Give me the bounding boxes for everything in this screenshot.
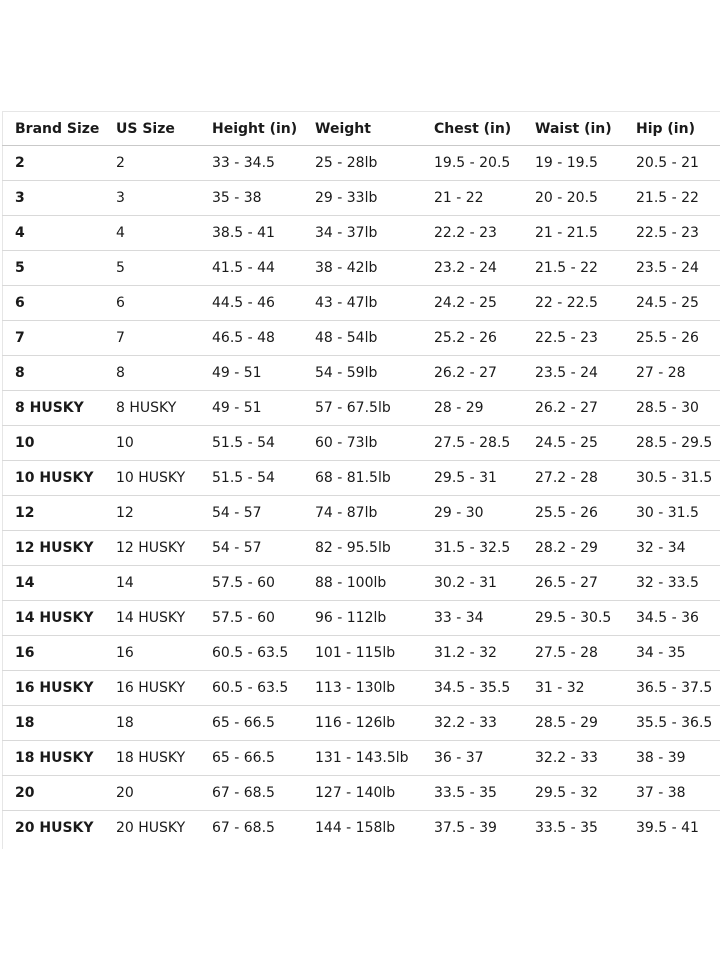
hip-cell: 39.5 - 41 bbox=[623, 811, 720, 846]
weight-cell: 25 - 28lb bbox=[302, 146, 421, 181]
chest-cell: 25.2 - 26 bbox=[421, 321, 522, 356]
height-cell: 35 - 38 bbox=[199, 181, 302, 216]
waist-cell: 27.5 - 28 bbox=[522, 636, 623, 671]
weight-cell: 74 - 87lb bbox=[302, 496, 421, 531]
chest-header: Chest (in) bbox=[421, 112, 522, 146]
chest-cell: 22.2 - 23 bbox=[421, 216, 522, 251]
us-size-cell: 8 bbox=[103, 356, 199, 391]
us-size-cell: 14 bbox=[103, 566, 199, 601]
height-cell: 38.5 - 41 bbox=[199, 216, 302, 251]
brand-size-cell: 8 HUSKY bbox=[2, 391, 103, 426]
table-row bbox=[2, 251, 720, 286]
brand-size-cell: 5 bbox=[2, 251, 103, 286]
hip-cell: 30 - 31.5 bbox=[623, 496, 720, 531]
waist-cell: 31 - 32 bbox=[522, 671, 623, 706]
waist-header: Waist (in) bbox=[522, 112, 623, 146]
weight-cell: 116 - 126lb bbox=[302, 706, 421, 741]
height-cell: 57.5 - 60 bbox=[199, 566, 302, 601]
weight-cell: 127 - 140lb bbox=[302, 776, 421, 811]
us-size-cell: 20 HUSKY bbox=[103, 811, 199, 846]
chest-cell: 31.5 - 32.5 bbox=[421, 531, 522, 566]
waist-cell: 20 - 20.5 bbox=[522, 181, 623, 216]
hip-cell: 32 - 34 bbox=[623, 531, 720, 566]
hip-cell: 24.5 - 25 bbox=[623, 286, 720, 321]
chest-cell: 24.2 - 25 bbox=[421, 286, 522, 321]
brand-size-cell: 16 bbox=[2, 636, 103, 671]
table-row bbox=[2, 811, 720, 846]
height-cell: 67 - 68.5 bbox=[199, 811, 302, 846]
height-cell: 49 - 51 bbox=[199, 391, 302, 426]
brand-size-cell: 3 bbox=[2, 181, 103, 216]
weight-cell: 43 - 47lb bbox=[302, 286, 421, 321]
brand-size-cell: 8 bbox=[2, 356, 103, 391]
brand-size-cell: 2 bbox=[2, 146, 103, 181]
brand-size-cell: 20 bbox=[2, 776, 103, 811]
height-cell: 49 - 51 bbox=[199, 356, 302, 391]
us-size-cell: 5 bbox=[103, 251, 199, 286]
brand-size-cell: 14 HUSKY bbox=[2, 601, 103, 636]
hip-cell: 32 - 33.5 bbox=[623, 566, 720, 601]
weight-cell: 96 - 112lb bbox=[302, 601, 421, 636]
weight-cell: 54 - 59lb bbox=[302, 356, 421, 391]
hip-cell: 21.5 - 22 bbox=[623, 181, 720, 216]
weight-cell: 29 - 33lb bbox=[302, 181, 421, 216]
waist-cell: 24.5 - 25 bbox=[522, 426, 623, 461]
hip-cell: 30.5 - 31.5 bbox=[623, 461, 720, 496]
weight-cell: 101 - 115lb bbox=[302, 636, 421, 671]
size-chart-table bbox=[2, 111, 720, 846]
weight-cell: 57 - 67.5lb bbox=[302, 391, 421, 426]
size-chart-header bbox=[2, 112, 720, 146]
table-row bbox=[2, 566, 720, 601]
hip-cell: 25.5 - 26 bbox=[623, 321, 720, 356]
us-size-cell: 12 bbox=[103, 496, 199, 531]
table-row bbox=[2, 636, 720, 671]
weight-cell: 82 - 95.5lb bbox=[302, 531, 421, 566]
table-row bbox=[2, 321, 720, 356]
chest-cell: 32.2 - 33 bbox=[421, 706, 522, 741]
hip-header: Hip (in) bbox=[623, 112, 720, 146]
us-size-cell: 20 bbox=[103, 776, 199, 811]
weight-cell: 68 - 81.5lb bbox=[302, 461, 421, 496]
height-cell: 67 - 68.5 bbox=[199, 776, 302, 811]
chest-cell: 34.5 - 35.5 bbox=[421, 671, 522, 706]
us-size-cell: 16 HUSKY bbox=[103, 671, 199, 706]
us-size-cell: 14 HUSKY bbox=[103, 601, 199, 636]
height-cell: 33 - 34.5 bbox=[199, 146, 302, 181]
table-row bbox=[2, 706, 720, 741]
chest-cell: 37.5 - 39 bbox=[421, 811, 522, 846]
waist-cell: 19 - 19.5 bbox=[522, 146, 623, 181]
chest-cell: 28 - 29 bbox=[421, 391, 522, 426]
table-row bbox=[2, 181, 720, 216]
hip-cell: 28.5 - 29.5 bbox=[623, 426, 720, 461]
hip-cell: 28.5 - 30 bbox=[623, 391, 720, 426]
brand-size-cell: 12 bbox=[2, 496, 103, 531]
us-size-cell: 18 bbox=[103, 706, 199, 741]
chest-cell: 30.2 - 31 bbox=[421, 566, 522, 601]
us-size-cell: 4 bbox=[103, 216, 199, 251]
table-row bbox=[2, 356, 720, 391]
weight-cell: 34 - 37lb bbox=[302, 216, 421, 251]
hip-cell: 37 - 38 bbox=[623, 776, 720, 811]
height-cell: 44.5 - 46 bbox=[199, 286, 302, 321]
table-row bbox=[2, 146, 720, 181]
hip-cell: 34 - 35 bbox=[623, 636, 720, 671]
height-cell: 60.5 - 63.5 bbox=[199, 671, 302, 706]
height-cell: 54 - 57 bbox=[199, 496, 302, 531]
table-row bbox=[2, 671, 720, 706]
chest-cell: 36 - 37 bbox=[421, 741, 522, 776]
brand-size-cell: 7 bbox=[2, 321, 103, 356]
weight-cell: 88 - 100lb bbox=[302, 566, 421, 601]
weight-cell: 113 - 130lb bbox=[302, 671, 421, 706]
chest-cell: 33 - 34 bbox=[421, 601, 522, 636]
waist-cell: 22 - 22.5 bbox=[522, 286, 623, 321]
brand-size-cell: 12 HUSKY bbox=[2, 531, 103, 566]
chest-cell: 21 - 22 bbox=[421, 181, 522, 216]
height-cell: 54 - 57 bbox=[199, 531, 302, 566]
hip-cell: 23.5 - 24 bbox=[623, 251, 720, 286]
hip-cell: 22.5 - 23 bbox=[623, 216, 720, 251]
header-row bbox=[2, 112, 720, 146]
weight-cell: 48 - 54lb bbox=[302, 321, 421, 356]
waist-cell: 26.2 - 27 bbox=[522, 391, 623, 426]
us-size-cell: 10 bbox=[103, 426, 199, 461]
waist-cell: 21 - 21.5 bbox=[522, 216, 623, 251]
table-row bbox=[2, 286, 720, 321]
hip-cell: 35.5 - 36.5 bbox=[623, 706, 720, 741]
table-row bbox=[2, 496, 720, 531]
brand-size-cell: 10 bbox=[2, 426, 103, 461]
brand-size-cell: 4 bbox=[2, 216, 103, 251]
height-cell: 51.5 - 54 bbox=[199, 461, 302, 496]
us-size-cell: 3 bbox=[103, 181, 199, 216]
chest-cell: 33.5 - 35 bbox=[421, 776, 522, 811]
us-size-cell: 6 bbox=[103, 286, 199, 321]
hip-cell: 36.5 - 37.5 bbox=[623, 671, 720, 706]
height-cell: 51.5 - 54 bbox=[199, 426, 302, 461]
us-size-cell: 2 bbox=[103, 146, 199, 181]
waist-cell: 22.5 - 23 bbox=[522, 321, 623, 356]
table-row bbox=[2, 461, 720, 496]
brand-size-cell: 10 HUSKY bbox=[2, 461, 103, 496]
height-cell: 60.5 - 63.5 bbox=[199, 636, 302, 671]
height-cell: 41.5 - 44 bbox=[199, 251, 302, 286]
us-size-cell: 10 HUSKY bbox=[103, 461, 199, 496]
brand-size-header: Brand Size bbox=[2, 112, 103, 146]
height-cell: 65 - 66.5 bbox=[199, 741, 302, 776]
table-row bbox=[2, 741, 720, 776]
table-row bbox=[2, 426, 720, 461]
us-size-cell: 16 bbox=[103, 636, 199, 671]
weight-cell: 38 - 42lb bbox=[302, 251, 421, 286]
table-row bbox=[2, 776, 720, 811]
waist-cell: 29.5 - 32 bbox=[522, 776, 623, 811]
table-row bbox=[2, 391, 720, 426]
us-size-cell: 12 HUSKY bbox=[103, 531, 199, 566]
hip-cell: 20.5 - 21 bbox=[623, 146, 720, 181]
brand-size-cell: 14 bbox=[2, 566, 103, 601]
table-row bbox=[2, 531, 720, 566]
weight-cell: 60 - 73lb bbox=[302, 426, 421, 461]
hip-cell: 34.5 - 36 bbox=[623, 601, 720, 636]
chest-cell: 27.5 - 28.5 bbox=[421, 426, 522, 461]
brand-size-cell: 6 bbox=[2, 286, 103, 321]
waist-cell: 33.5 - 35 bbox=[522, 811, 623, 846]
us-size-cell: 8 HUSKY bbox=[103, 391, 199, 426]
waist-cell: 23.5 - 24 bbox=[522, 356, 623, 391]
brand-size-cell: 18 bbox=[2, 706, 103, 741]
chest-cell: 23.2 - 24 bbox=[421, 251, 522, 286]
chest-cell: 29 - 30 bbox=[421, 496, 522, 531]
height-cell: 65 - 66.5 bbox=[199, 706, 302, 741]
table-row bbox=[2, 216, 720, 251]
weight-header: Weight bbox=[302, 112, 421, 146]
chest-cell: 19.5 - 20.5 bbox=[421, 146, 522, 181]
waist-cell: 28.5 - 29 bbox=[522, 706, 623, 741]
us-size-cell: 7 bbox=[103, 321, 199, 356]
chest-cell: 26.2 - 27 bbox=[421, 356, 522, 391]
brand-size-cell: 16 HUSKY bbox=[2, 671, 103, 706]
table-row bbox=[2, 601, 720, 636]
waist-cell: 21.5 - 22 bbox=[522, 251, 623, 286]
brand-size-cell: 20 HUSKY bbox=[2, 811, 103, 846]
waist-cell: 27.2 - 28 bbox=[522, 461, 623, 496]
height-cell: 46.5 - 48 bbox=[199, 321, 302, 356]
us-size-cell: 18 HUSKY bbox=[103, 741, 199, 776]
height-header: Height (in) bbox=[199, 112, 302, 146]
waist-cell: 25.5 - 26 bbox=[522, 496, 623, 531]
size-chart-body bbox=[2, 146, 720, 846]
us-size-header: US Size bbox=[103, 112, 199, 146]
chest-cell: 31.2 - 32 bbox=[421, 636, 522, 671]
waist-cell: 32.2 - 33 bbox=[522, 741, 623, 776]
brand-size-cell: 18 HUSKY bbox=[2, 741, 103, 776]
hip-cell: 27 - 28 bbox=[623, 356, 720, 391]
waist-cell: 26.5 - 27 bbox=[522, 566, 623, 601]
height-cell: 57.5 - 60 bbox=[199, 601, 302, 636]
hip-cell: 38 - 39 bbox=[623, 741, 720, 776]
weight-cell: 131 - 143.5lb bbox=[302, 741, 421, 776]
weight-cell: 144 - 158lb bbox=[302, 811, 421, 846]
chest-cell: 29.5 - 31 bbox=[421, 461, 522, 496]
waist-cell: 29.5 - 30.5 bbox=[522, 601, 623, 636]
waist-cell: 28.2 - 29 bbox=[522, 531, 623, 566]
